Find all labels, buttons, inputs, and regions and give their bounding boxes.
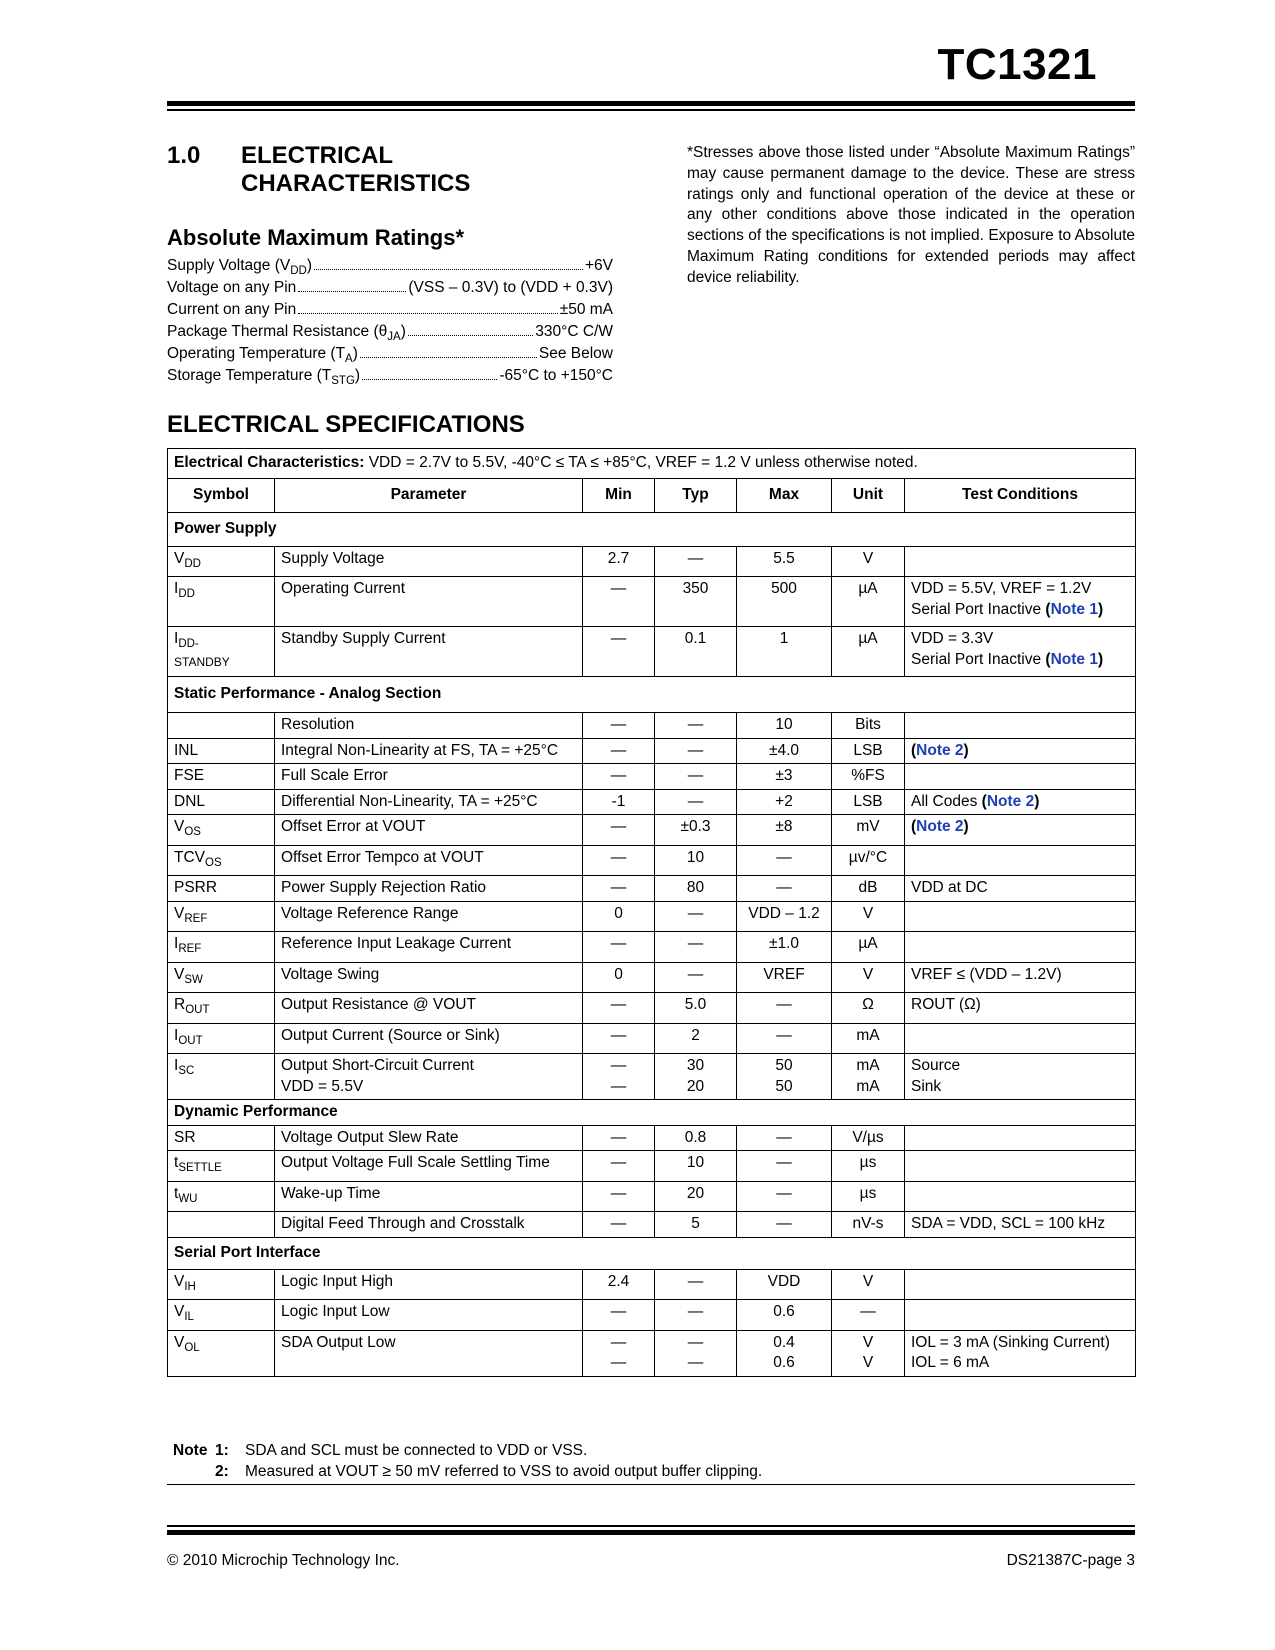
condition-cell: (Note 2) [905, 738, 1136, 764]
symbol-cell: $TCV_{OS}$ [168, 845, 275, 876]
rating-label: Operating Temperature $(T_A)$ [167, 345, 358, 365]
parameter-cell: Reference Input Leakage Current [275, 932, 583, 963]
rating-supply-voltage [167, 257, 613, 277]
condition-cell: IOL = 3 mA (Sinking Current) IOL = 6 mA [905, 1330, 1136, 1376]
min-cell: — [583, 932, 655, 963]
typ-cell: 5 [655, 1212, 737, 1238]
max-cell: — [737, 845, 832, 876]
max-cell: 0.6 [737, 1300, 832, 1331]
rating-label: Storage Temperature $(T_{STG})$ [167, 367, 361, 387]
unit-cell: µA [832, 577, 905, 627]
unit-cell: V V [832, 1330, 905, 1376]
unit-cell: dB [832, 876, 905, 902]
typ-cell: 10 [655, 1151, 737, 1182]
typ-cell: — [655, 789, 737, 815]
group-label: Serial Port Interface [168, 1237, 1136, 1269]
footer-page-number: DS21387C-page 3 [1006, 1552, 1135, 1569]
min-cell: — [583, 713, 655, 739]
table-row [168, 764, 1136, 790]
parameter-cell: Output Current (Source or Sink) [275, 1023, 583, 1054]
condition-cell [905, 901, 1136, 932]
parameter-cell: Supply Voltage [275, 546, 583, 577]
parameter-cell: Voltage Reference Range [275, 901, 583, 932]
max-cell: ±3 [737, 764, 832, 790]
symbol-cell: $V_{REF}$ [168, 901, 275, 932]
rating-label: Supply Voltage $(V_{DD})$ [167, 257, 313, 277]
typ-cell: — [655, 713, 737, 739]
symbol-cell: $t_{WU}$ [168, 1181, 275, 1212]
max-cell: — [737, 1181, 832, 1212]
min-cell: — [583, 1151, 655, 1182]
rating-label: Current on any Pin [167, 301, 297, 318]
parameter-cell: Digital Feed Through and Crosstalk [275, 1212, 583, 1238]
unit-cell: µs [832, 1151, 905, 1182]
unit-cell: — [832, 1300, 905, 1331]
max-cell: — [737, 1023, 832, 1054]
parameter-cell: Logic Input High [275, 1269, 583, 1300]
unit-cell: µv/°C [832, 845, 905, 876]
condition-cell [905, 1023, 1136, 1054]
footer-rule-thin [167, 1525, 1135, 1527]
rating-label: Package Thermal Resistance $(\theta_{JA})$ [167, 323, 406, 343]
unit-cell: mV [832, 815, 905, 846]
symbol-cell: SR [168, 1125, 275, 1151]
min-cell: — [583, 1023, 655, 1054]
group-label: Static Performance - Analog Section [168, 677, 1136, 713]
rating-thermal-resistance [167, 323, 613, 343]
amr-heading: Absolute Maximum Ratings* [167, 225, 465, 250]
parameter-cell: Logic Input Low [275, 1300, 583, 1331]
symbol-cell: $V_{SW}$ [168, 962, 275, 993]
typ-cell: 20 [655, 1181, 737, 1212]
min-cell: — [583, 577, 655, 627]
rating-label: Voltage on any Pin [167, 279, 297, 296]
document-code: TC1321 [937, 40, 1097, 89]
unit-cell: µA [832, 627, 905, 677]
condition-cell [905, 1181, 1136, 1212]
table-row [168, 1269, 1136, 1300]
max-cell: +2 [737, 789, 832, 815]
table-caption-row [168, 449, 1136, 479]
table-caption: Electrical Characteristics: VDD = 2.7V to 5.5V, -40°C ≤ TA ≤ +85°C, VREF = 1.2 V unless otherwise noted. [168, 449, 1136, 479]
group-row [168, 1237, 1136, 1269]
min-cell: — — [583, 1054, 655, 1100]
unit-cell: V [832, 901, 905, 932]
parameter-cell: Power Supply Rejection Ratio [275, 876, 583, 902]
min-cell: 0 [583, 901, 655, 932]
leader-dots [362, 379, 497, 380]
header-rule-thin [167, 109, 1135, 111]
max-cell: 10 [737, 713, 832, 739]
note-link[interactable]: Note 2 [986, 792, 1035, 810]
unit-cell: V [832, 1269, 905, 1300]
rating-current-any-pin [167, 301, 613, 319]
symbol-cell: $I_{DD-}$ STANDBY [168, 627, 275, 677]
typ-cell: — [655, 962, 737, 993]
col-header: Parameter [275, 478, 583, 512]
condition-cell: All Codes (Note 2) [905, 789, 1136, 815]
typ-cell: 0.1 [655, 627, 737, 677]
leader-dots [314, 269, 583, 270]
section-title-line1: ELECTRICAL [241, 142, 393, 169]
rating-value: See Below [538, 345, 613, 362]
parameter-cell: Resolution [275, 713, 583, 739]
min-cell: — — [583, 1330, 655, 1376]
parameter-cell: Voltage Swing [275, 962, 583, 993]
max-cell: — [737, 876, 832, 902]
table-notes [173, 1440, 762, 1482]
condition-cell [905, 1300, 1136, 1331]
max-cell: — [737, 1212, 832, 1238]
condition-cell: SDA = VDD, SCL = 100 kHz [905, 1212, 1136, 1238]
typ-cell: — [655, 1300, 737, 1331]
table-row [168, 546, 1136, 577]
symbol-cell [168, 713, 275, 739]
unit-cell: Ω [832, 993, 905, 1024]
condition-cell: VDD = 3.3V Serial Port Inactive (Note 1) [905, 627, 1136, 677]
table-header-row [168, 478, 1136, 512]
condition-cell [905, 1269, 1136, 1300]
symbol-cell: $V_{IL}$ [168, 1300, 275, 1331]
condition-cell [905, 1151, 1136, 1182]
note-2: 2: Measured at VOUT ≥ 50 mV referred to VSS to avoid output buffer clipping. [215, 1463, 763, 1480]
footer-rule-thick [167, 1530, 1135, 1535]
group-row [168, 677, 1136, 713]
parameter-cell: Operating Current [275, 577, 583, 627]
max-cell: VREF [737, 962, 832, 993]
symbol-cell: $I_{REF}$ [168, 932, 275, 963]
parameter-cell: Offset Error Tempco at VOUT [275, 845, 583, 876]
symbol-cell: $V_{DD}$ [168, 546, 275, 577]
condition-cell: VDD = 5.5V, VREF = 1.2V Serial Port Inactive (Note 1) [905, 577, 1136, 627]
symbol-cell: FSE [168, 764, 275, 790]
rating-storage-temp [167, 367, 613, 387]
min-cell: — [583, 627, 655, 677]
rating-value: ±50 mA [559, 301, 613, 318]
parameter-cell: Wake-up Time [275, 1181, 583, 1212]
section-title [241, 142, 541, 198]
max-cell: 1 [737, 627, 832, 677]
symbol-cell: $R_{OUT}$ [168, 993, 275, 1024]
min-cell: — [583, 1181, 655, 1212]
table-row [168, 627, 1136, 677]
max-cell: VDD [737, 1269, 832, 1300]
symbol-cell: $I_{DD}$ [168, 577, 275, 627]
min-cell: 0 [583, 962, 655, 993]
unit-cell: µs [832, 1181, 905, 1212]
symbol-cell: $V_{OL}$ [168, 1330, 275, 1376]
unit-cell: µA [832, 932, 905, 963]
condition-cell: VDD at DC [905, 876, 1136, 902]
max-cell: ±4.0 [737, 738, 832, 764]
leader-dots [298, 313, 557, 314]
symbol-cell: $I_{OUT}$ [168, 1023, 275, 1054]
col-header: Typ [655, 478, 737, 512]
table-row [168, 713, 1136, 739]
condition-cell [905, 546, 1136, 577]
min-cell: — [583, 1300, 655, 1331]
typ-cell: 2 [655, 1023, 737, 1054]
typ-cell: 80 [655, 876, 737, 902]
note-link[interactable]: Note 2 [916, 741, 964, 759]
min-cell: -1 [583, 789, 655, 815]
min-cell: — [583, 1212, 655, 1238]
table-row [168, 1054, 1136, 1100]
min-cell: — [583, 993, 655, 1024]
condition-cell: ROUT (Ω) [905, 993, 1136, 1024]
symbol-cell: INL [168, 738, 275, 764]
notes-rule [167, 1484, 1135, 1485]
max-cell: 500 [737, 577, 832, 627]
max-cell: 50 50 [737, 1054, 832, 1100]
symbol-cell: $V_{IH}$ [168, 1269, 275, 1300]
electrical-specs-table [167, 448, 1136, 1377]
rating-voltage-any-pin [167, 279, 613, 297]
table-row [168, 1151, 1136, 1182]
max-cell: 5.5 [737, 546, 832, 577]
symbol-cell: PSRR [168, 876, 275, 902]
parameter-cell: Output Resistance @ VOUT [275, 993, 583, 1024]
unit-cell: nV-s [832, 1212, 905, 1238]
min-cell: — [583, 1125, 655, 1151]
parameter-cell: Offset Error at VOUT [275, 815, 583, 846]
col-header: Unit [832, 478, 905, 512]
section-number: 1.0 [167, 142, 201, 169]
condition-cell: (Note 2) [905, 815, 1136, 846]
condition-cell [905, 1125, 1136, 1151]
table-row [168, 932, 1136, 963]
min-cell: — [583, 845, 655, 876]
leader-dots [360, 357, 537, 358]
condition-cell [905, 932, 1136, 963]
parameter-cell: Full Scale Error [275, 764, 583, 790]
group-row [168, 1100, 1136, 1126]
min-cell: — [583, 764, 655, 790]
table-row [168, 962, 1136, 993]
typ-cell: — [655, 1269, 737, 1300]
group-row [168, 512, 1136, 546]
condition-cell [905, 845, 1136, 876]
typ-cell: — [655, 932, 737, 963]
specs-heading: ELECTRICAL SPECIFICATIONS [167, 411, 525, 438]
note-link[interactable]: Note 2 [916, 818, 964, 835]
typ-cell: ±0.3 [655, 815, 737, 846]
typ-cell: — [655, 764, 737, 790]
table-row [168, 1023, 1136, 1054]
parameter-cell: Voltage Output Slew Rate [275, 1125, 583, 1151]
typ-cell: — [655, 546, 737, 577]
group-label: Dynamic Performance [168, 1100, 1136, 1126]
typ-cell: — [655, 738, 737, 764]
symbol-cell: DNL [168, 789, 275, 815]
table-row [168, 789, 1136, 815]
table-row [168, 1181, 1136, 1212]
header-rule-thick [167, 101, 1135, 106]
min-cell: 2.4 [583, 1269, 655, 1300]
max-cell: — [737, 1151, 832, 1182]
typ-cell: 30 20 [655, 1054, 737, 1100]
unit-cell: %FS [832, 764, 905, 790]
note-link[interactable]: Note 1 [1050, 650, 1098, 668]
min-cell: — [583, 876, 655, 902]
table-row [168, 876, 1136, 902]
table-row [168, 815, 1136, 846]
table-row [168, 1125, 1136, 1151]
typ-cell: 10 [655, 845, 737, 876]
table-row [168, 845, 1136, 876]
condition-cell: VREF ≤ (VDD – 1.2V) [905, 962, 1136, 993]
max-cell: 0.4 0.6 [737, 1330, 832, 1376]
table-row [168, 901, 1136, 932]
stress-disclaimer: *Stresses above those listed under “Absolute Maximum Ratings” may cause permanent damage to the device. These are stress ratings only and functional operation of the device at these or any other conditions above those indicated in the operation sections of the specifications is not implied. Exposure to Absolute Maximum Rating conditions for extended periods may affect device reliability. [687, 144, 1135, 286]
rating-value: +6V [584, 257, 613, 274]
unit-cell: V [832, 962, 905, 993]
parameter-cell: Differential Non-Linearity, TA = +25°C [275, 789, 583, 815]
leader-dots [408, 335, 533, 336]
parameter-cell: Integral Non-Linearity at FS, TA = +25°C [275, 738, 583, 764]
col-header: Max [737, 478, 832, 512]
typ-cell: — — [655, 1330, 737, 1376]
rating-value: 330°C C/W [535, 323, 613, 340]
max-cell: ±1.0 [737, 932, 832, 963]
max-cell: — [737, 1125, 832, 1151]
rating-operating-temp [167, 345, 613, 365]
unit-cell: V [832, 546, 905, 577]
col-header: Test Conditions [905, 478, 1136, 512]
section-title-line2: CHARACTERISTICS [241, 170, 471, 197]
symbol-cell: $I_{SC}$ [168, 1054, 275, 1100]
col-header: Min [583, 478, 655, 512]
unit-cell: mA [832, 1023, 905, 1054]
table-row [168, 1330, 1136, 1376]
typ-cell: 5.0 [655, 993, 737, 1024]
group-label: Power Supply [168, 512, 1136, 546]
note-1: Note 1: SDA and SCL must be connected to VDD or VSS. [173, 1442, 588, 1459]
leader-dots [298, 291, 406, 292]
condition-cell [905, 764, 1136, 790]
unit-cell: Bits [832, 713, 905, 739]
condition-cell [905, 713, 1136, 739]
condition-cell: Source Sink [905, 1054, 1136, 1100]
max-cell: — [737, 993, 832, 1024]
typ-cell: 0.8 [655, 1125, 737, 1151]
unit-cell: LSB [832, 738, 905, 764]
max-cell: ±8 [737, 815, 832, 846]
table-row [168, 577, 1136, 627]
table-row [168, 1300, 1136, 1331]
unit-cell: mA mA [832, 1054, 905, 1100]
note-link[interactable]: Note 1 [1050, 600, 1098, 618]
unit-cell: V/µs [832, 1125, 905, 1151]
table-row [168, 993, 1136, 1024]
parameter-cell: Output Short-Circuit Current VDD = 5.5V [275, 1054, 583, 1100]
symbol-cell [168, 1212, 275, 1238]
footer-copyright: © 2010 Microchip Technology Inc. [167, 1552, 400, 1569]
min-cell: 2.7 [583, 546, 655, 577]
typ-cell: — [655, 901, 737, 932]
unit-cell: LSB [832, 789, 905, 815]
parameter-cell: Output Voltage Full Scale Settling Time [275, 1151, 583, 1182]
min-cell: — [583, 738, 655, 764]
parameter-cell: Standby Supply Current [275, 627, 583, 677]
typ-cell: 350 [655, 577, 737, 627]
min-cell: — [583, 815, 655, 846]
col-header: Symbol [168, 478, 275, 512]
symbol-cell: $t_{SETTLE}$ [168, 1151, 275, 1182]
parameter-cell: SDA Output Low [275, 1330, 583, 1376]
table-row [168, 1212, 1136, 1238]
symbol-cell: $V_{OS}$ [168, 815, 275, 846]
rating-value: (VSS – 0.3V) to (VDD + 0.3V) [408, 279, 613, 296]
max-cell: VDD – 1.2 [737, 901, 832, 932]
rating-value: -65°C to +150°C [499, 367, 613, 384]
table-row [168, 738, 1136, 764]
